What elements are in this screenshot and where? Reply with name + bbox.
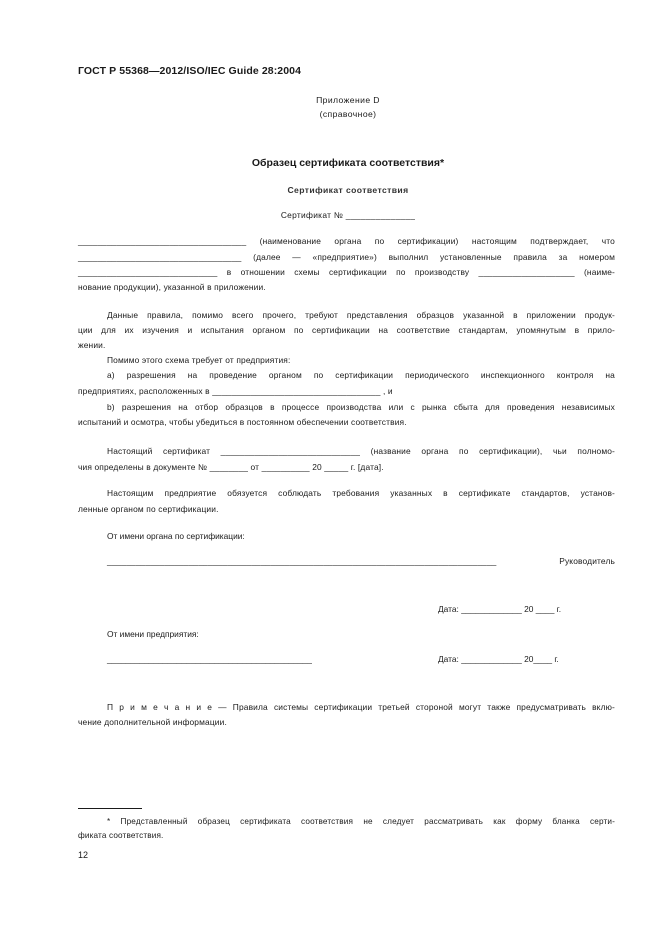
body-line: a) разрешения на проведение органом по сертификации периодического инспекционного контроля на bbox=[107, 370, 615, 380]
enterprise-signature-line: ____________________________________________ bbox=[107, 654, 312, 664]
certificate-number: Сертификат № ______________ bbox=[280, 210, 416, 220]
body-line: ___________________________________ (наименование органа по сертификации) настоящим подтверждает, что bbox=[78, 236, 615, 246]
appendix-label: Приложение D bbox=[316, 95, 380, 105]
footnote-divider bbox=[78, 808, 142, 809]
body-line: _____________________________ в отношении схемы сертификации по производству ____________________ (наиме- bbox=[78, 267, 615, 277]
body-line: ленные органом по сертификации. bbox=[78, 504, 219, 514]
footnote-line: * Представленный образец сертификата соответствия не следует рассматривать как форму бланка серти- bbox=[107, 817, 615, 826]
body-line: чия определены в документе № ________ от __________ 20 _____ г. [дата]. bbox=[78, 462, 384, 472]
body-line: испытаний и осмотра, чтобы убедиться в постоянном обеспечении соответствия. bbox=[78, 417, 407, 427]
body-line: Настоящий сертификат _____________________________ (название органа по сертификации), чьи полномо- bbox=[107, 446, 615, 456]
body-line: нование продукции), указанной в приложении. bbox=[78, 282, 266, 292]
body-line: b) разрешения на отбор образцов в процессе производства или с рынка сбыта для проведения независимых bbox=[107, 402, 615, 412]
note-line: чение дополнительной информации. bbox=[78, 717, 227, 727]
director-signature-line: _________________________________________________________________________________ Руководитель bbox=[107, 556, 615, 566]
enterprise-label: От имени предприятия: bbox=[107, 629, 199, 639]
body-line: Помимо этого схема требует от предприятия: bbox=[107, 355, 291, 365]
document-title: Образец сертификата соответствия* bbox=[251, 157, 445, 169]
appendix-type: (справочное) bbox=[319, 109, 377, 119]
footnote-line: фиката соответствия. bbox=[78, 831, 164, 840]
page-header: ГОСТ Р 55368—2012/ISO/IEC Guide 28:2004 bbox=[78, 65, 302, 77]
body-line: Настоящим предприятие обязуется соблюдать требования указанных в сертификате стандартов, установ- bbox=[107, 488, 615, 498]
body-line: предприятиях, расположенных в ___________________________________ , и bbox=[78, 386, 393, 396]
body-line: ции для их изучения и испытания органом по сертификации на соответствие стандартам, упомянутым в прило- bbox=[78, 325, 615, 335]
body-line: __________________________________ (далее — «предприятие») выполнил установленные правила за номером bbox=[78, 252, 615, 262]
note-line: П р и м е ч а н и е — Правила системы сертификации третьей стороной могут также предусматривать вклю- bbox=[107, 702, 615, 712]
body-line: жении. bbox=[78, 340, 106, 350]
document-subtitle: Сертификат соответствия bbox=[287, 185, 409, 195]
page-number: 12 bbox=[78, 850, 89, 860]
certification-body-label: От имени органа по сертификации: bbox=[107, 531, 245, 541]
date-field-1: Дата: _____________ 20 ____ г. bbox=[438, 604, 562, 614]
date-field-2: Дата: _____________ 20____ г. bbox=[438, 654, 559, 664]
body-line: Данные правила, помимо всего прочего, требуют представления образцов указанной в приложении продук- bbox=[107, 310, 615, 320]
